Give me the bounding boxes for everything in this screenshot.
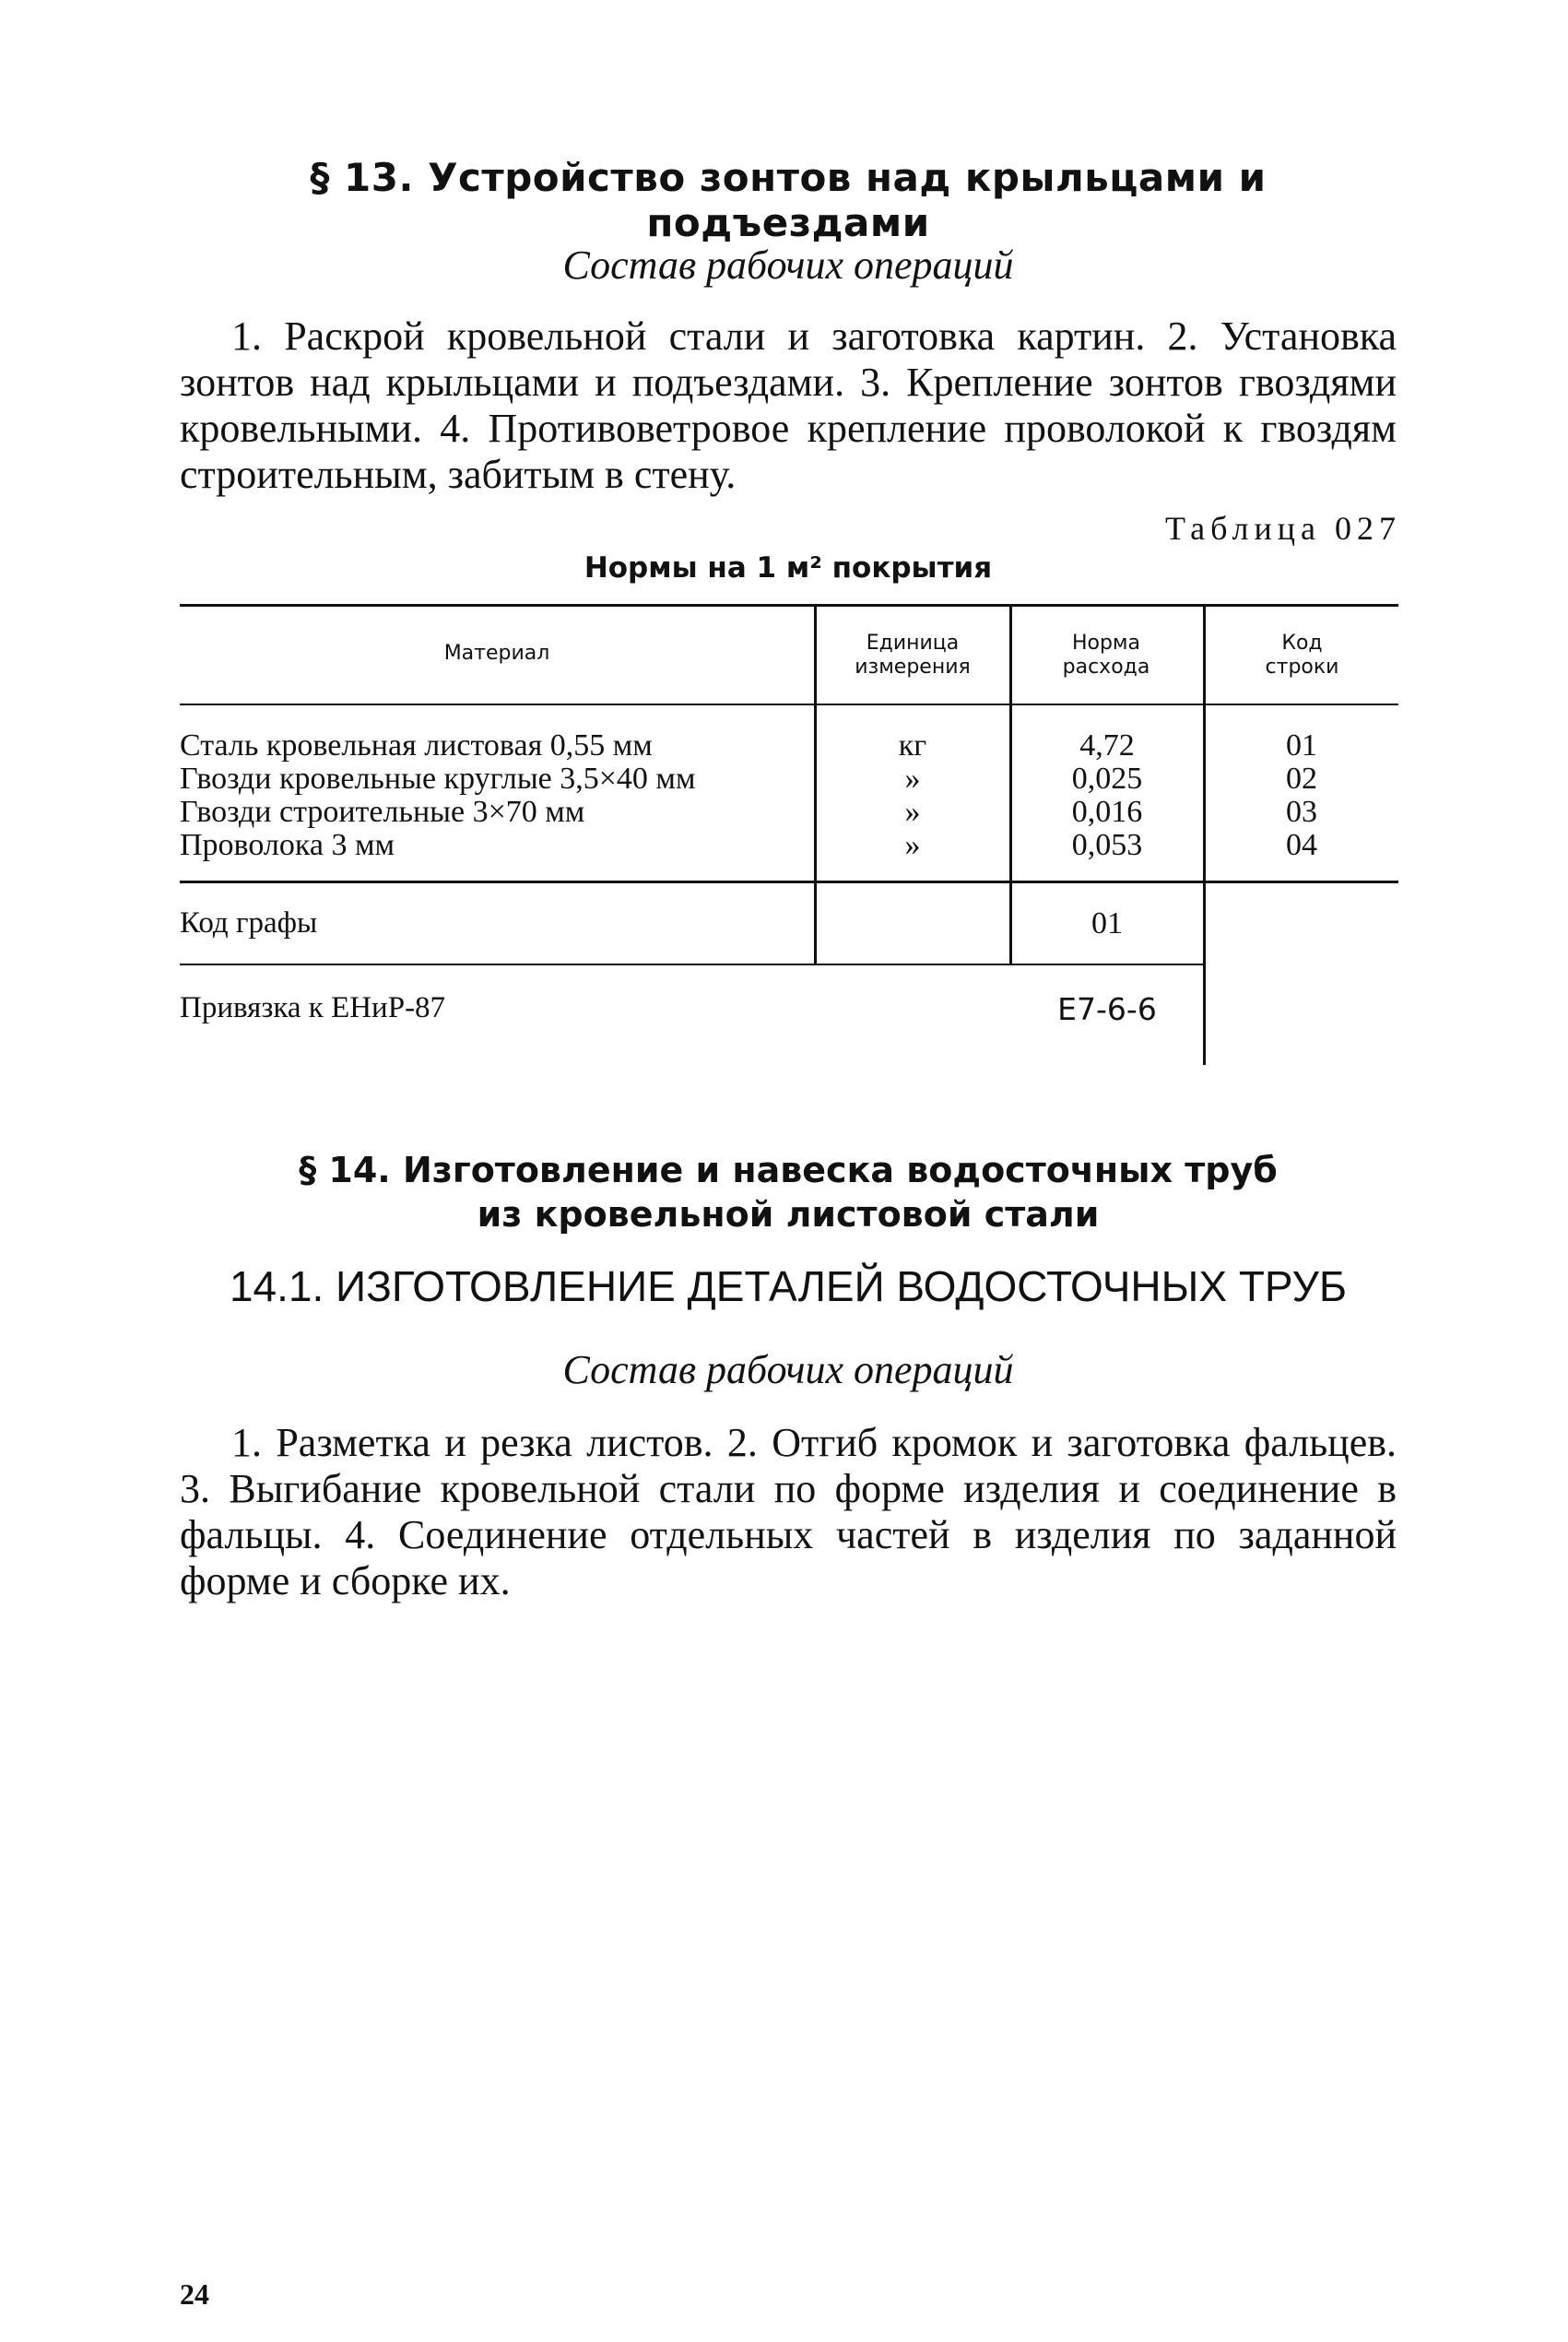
- row-4-norm: 0,053: [1071, 828, 1143, 862]
- row-3-code: 03: [1286, 795, 1317, 829]
- row-2-norm: 0,025: [1071, 762, 1143, 796]
- column-code-value: 01: [1091, 906, 1123, 940]
- table-header-rule: [180, 704, 1398, 705]
- row-2-code: 02: [1286, 762, 1317, 796]
- table-label: Таблица 027: [1165, 510, 1401, 547]
- row-1-unit: кг: [898, 728, 927, 763]
- header-code: Код строки: [1265, 632, 1339, 679]
- section-14-title-line-1: § 14. Изготовление и навеска водосточных труб: [299, 1150, 1278, 1190]
- row-2-unit: »: [904, 762, 921, 796]
- row-4-unit: »: [904, 828, 921, 862]
- row-3-material: Гвозди строительные 3×70 мм: [180, 795, 585, 829]
- table-caption: Нормы на 1 м² покрытия: [584, 551, 993, 585]
- column-code-label: Код графы: [180, 906, 318, 940]
- section-13-title: § 13. Устройство зонтов над крыльцами и подъездами: [310, 155, 1267, 245]
- section-14-1-body: 1. Разметка и резка листов. 2. Отгиб кромок и заготовка фальцев. 3. Выгибание кровельной стали по форме изделия и соединение в фальцы. 4. Соединение отдельных частей в изделия по заданной форме и сборке их.: [180, 1420, 1397, 1603]
- table-body-bottom-rule: [180, 881, 1398, 883]
- page-number: 24: [180, 2277, 209, 2311]
- row-1-norm: 4,72: [1079, 728, 1135, 763]
- row-2-material: Гвозди кровельные круглые 3,5×40 мм: [180, 762, 696, 796]
- row-1-code: 01: [1286, 728, 1317, 763]
- header-unit: Единица измерения: [855, 632, 971, 679]
- row-3-unit: »: [904, 795, 921, 829]
- reference-label: Привязка к ЕНиР-87: [180, 991, 446, 1024]
- row-4-material: Проволока 3 мм: [180, 828, 395, 862]
- row-1-material: Сталь кровельная листовая 0,55 мм: [180, 728, 653, 763]
- row-3-norm: 0,016: [1071, 795, 1143, 829]
- section-14-1-title: 14.1. ИЗГОТОВЛЕНИЕ ДЕТАЛЕЙ ВОДОСТОЧНЫХ ТРУБ: [229, 1262, 1348, 1310]
- section-14-1-subtitle: Состав рабочих операций: [562, 1347, 1014, 1392]
- section-14-title-line-2: из кровельной листовой стали: [477, 1194, 1100, 1235]
- reference-value: Е7-6-6: [1057, 991, 1157, 1027]
- section-13-body: 1. Раскрой кровельной стали и заготовка картин. 2. Установка зонтов над крыльцами и подъездами. 3. Крепление зонтов гвоздями кровельными. 4. Противоветровое крепление проволокой к гвоздям строительным, забитым в стену.: [180, 313, 1397, 497]
- header-material: Материал: [443, 642, 550, 665]
- table-code-row-rule: [180, 964, 1205, 965]
- section-13-subtitle: Состав рабочих операций: [562, 242, 1014, 288]
- section-14-title: [180, 1148, 1397, 1236]
- row-4-code: 04: [1286, 828, 1317, 862]
- table-top-rule: [180, 604, 1398, 607]
- header-norm: Норма расхода: [1062, 632, 1150, 679]
